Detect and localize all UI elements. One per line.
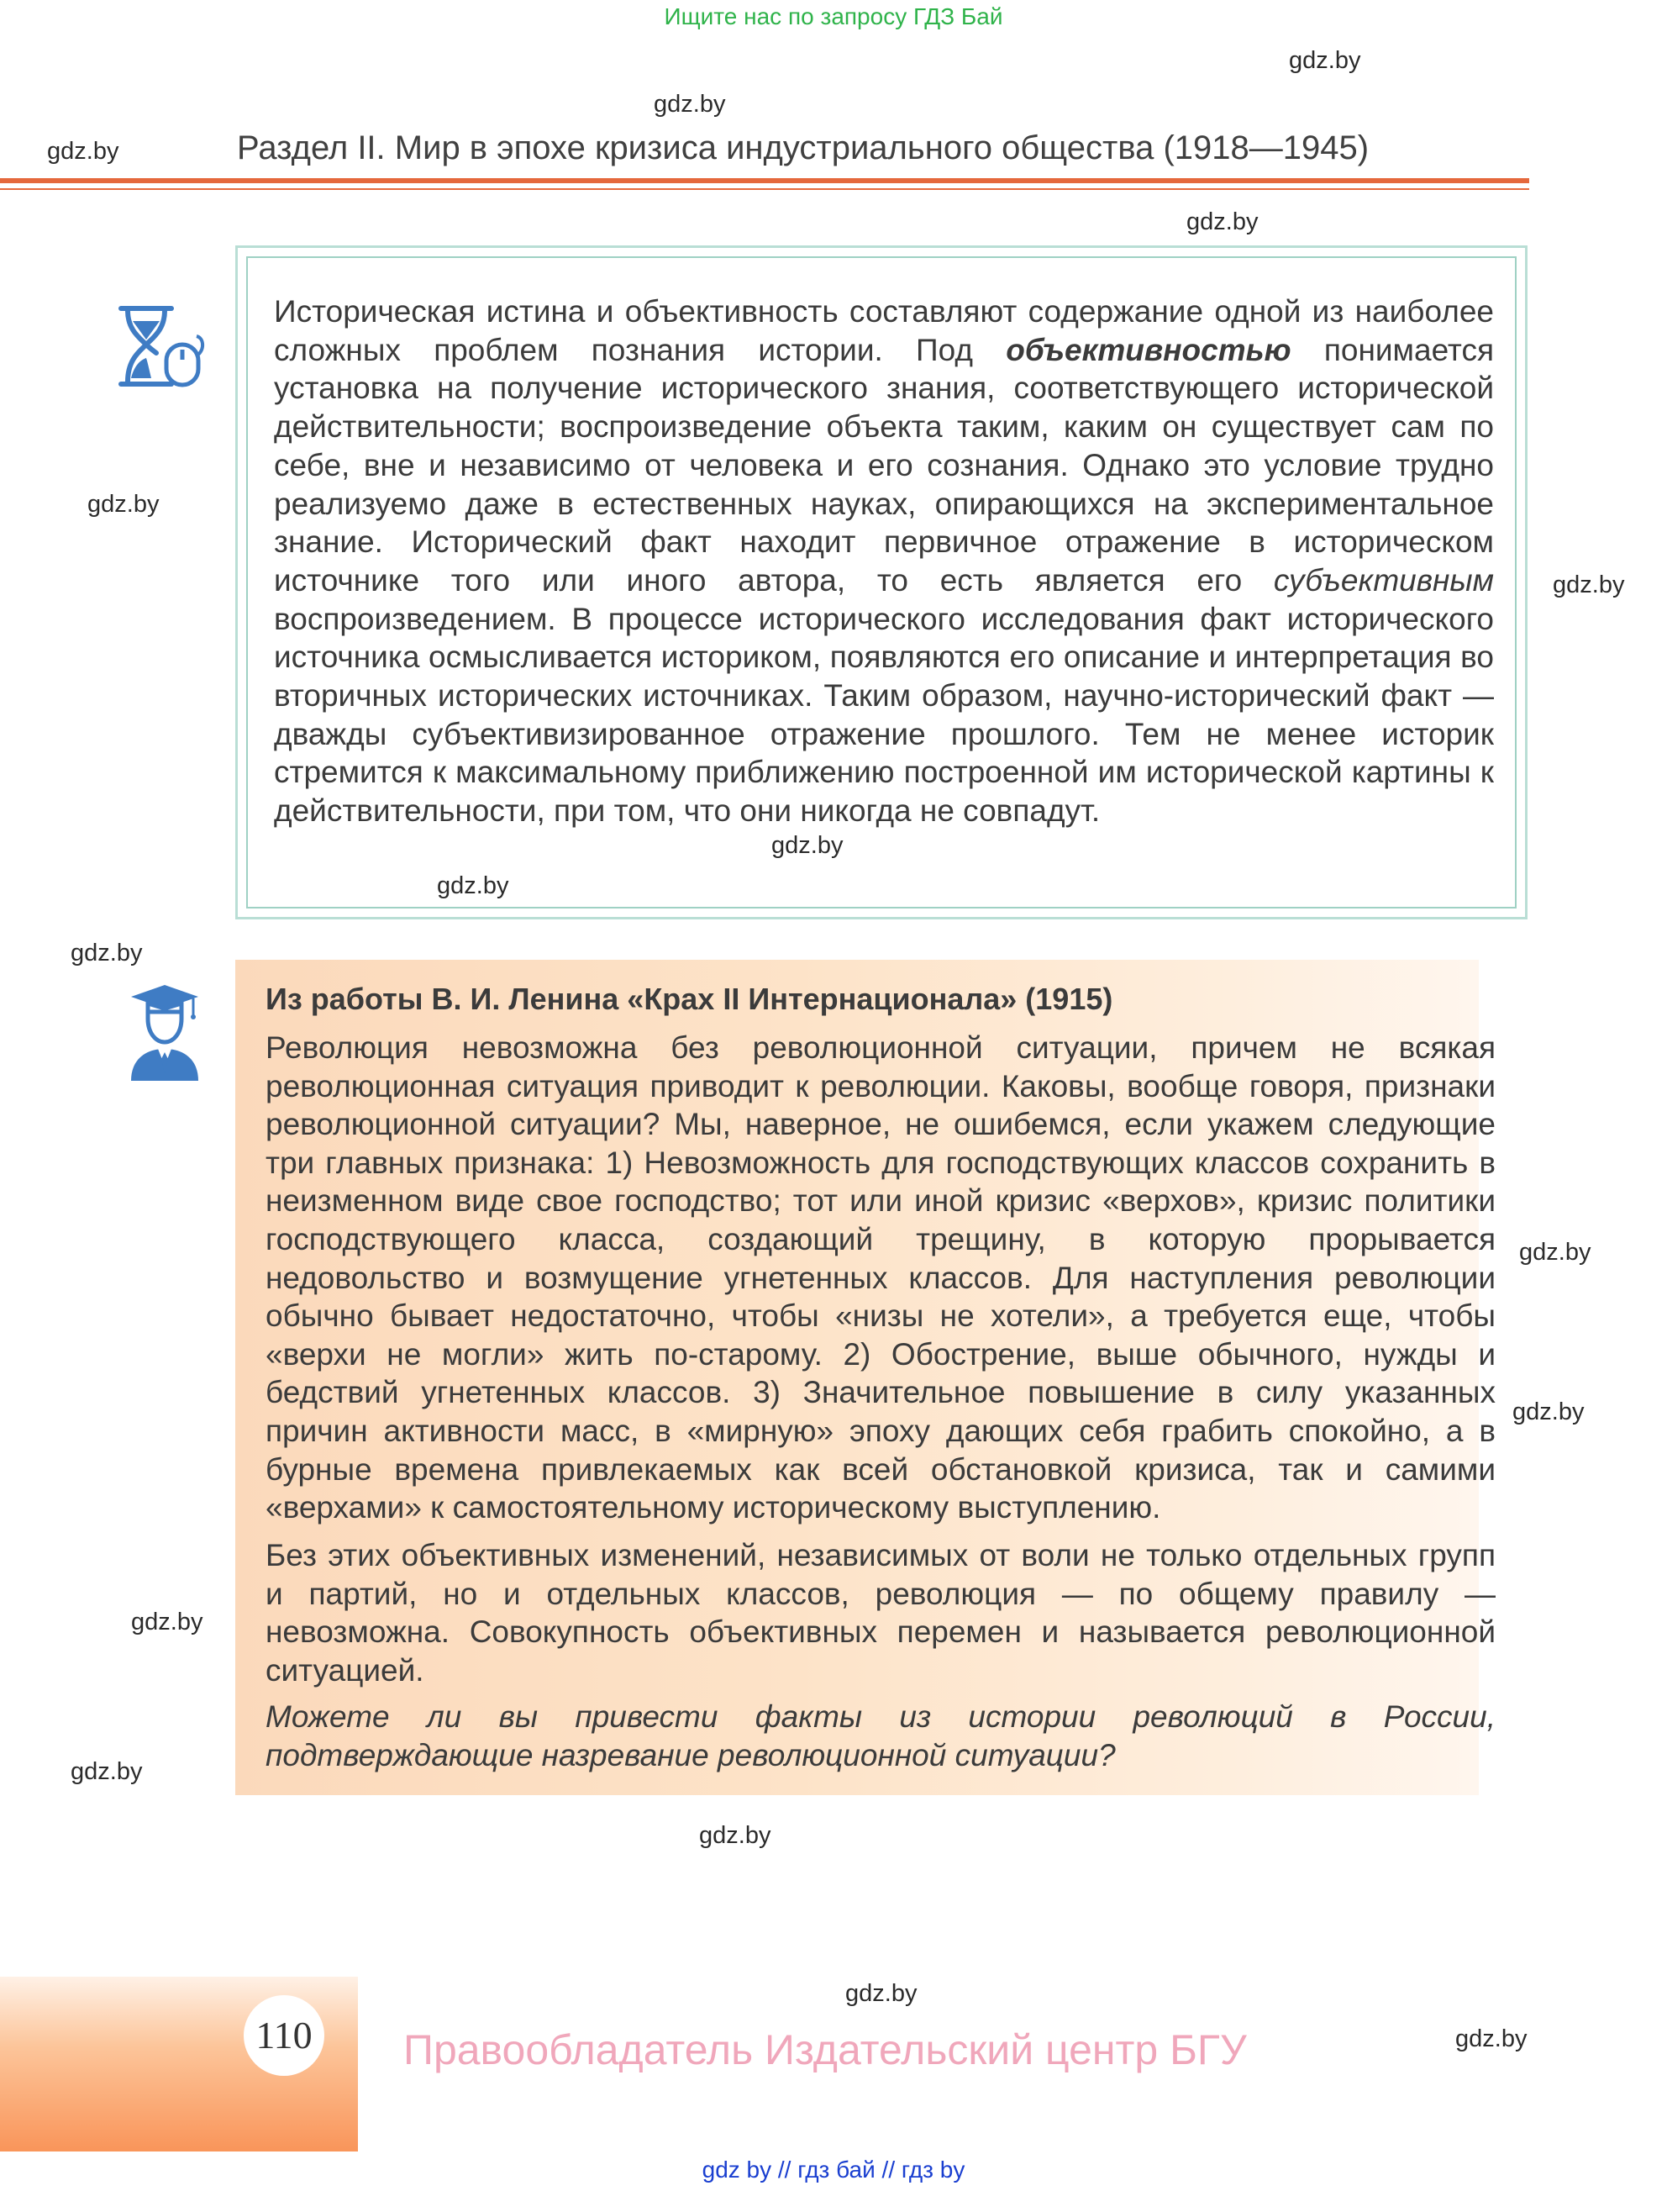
bottom-links[interactable]: gdz by // гдз бай // гдз by (702, 2157, 965, 2183)
watermark: gdz.by (47, 138, 119, 165)
watermark: gdz.by (1455, 2025, 1528, 2052)
watermark: gdz.by (1512, 1398, 1585, 1425)
copyright-text: Правообладатель Издательский центр БГУ (403, 2026, 1247, 2073)
watermark: gdz.by (437, 872, 509, 899)
header-rule-thick (0, 178, 1529, 183)
page-number: 110 (244, 1995, 324, 2076)
source-title: Из работы В. И. Ленина «Крах II Интернационала» (1915) (266, 982, 1113, 1016)
watermark: gdz.by (1519, 1239, 1591, 1266)
watermark: gdz.by (131, 1609, 203, 1635)
source-paragraph-2: Без этих объективных изменений, независимых от воли не только отдельных групп и партий, но и отдельных классов, революция — по общему правилу — невозможна. Совокупность объективных перемен и называется революционной ситуацией. (266, 1538, 1496, 1688)
watermark: gdz.by (654, 91, 726, 118)
graduate-icon (128, 982, 202, 1081)
top-search-banner[interactable]: Ищите нас по запросу ГДЗ Бай (664, 3, 1003, 29)
watermark: gdz.by (71, 940, 143, 966)
section-title: Раздел II. Мир в эпохе кризиса индустриального общества (1918—1945) (237, 129, 1370, 166)
header-rule-thin (0, 188, 1529, 190)
watermark: gdz.by (1289, 47, 1361, 74)
watermark: gdz.by (771, 832, 844, 859)
watermark: gdz.by (71, 1758, 143, 1785)
watermark: gdz.by (1553, 571, 1625, 598)
source-paragraph-1: Революция невозможна без революционной ситуации, причем не всякая революционная ситуация приводит к революции. Каковы, вообще говоря, признаки революционной ситуации? Мы, наверное, не ошибемся, если укажем следующие три главных признака: 1) Невозможность для господствующих классов сохранить в неизменном виде свое господство; тот или иной кризис «верхов», кризис политики господствующего класса, создающий трещину, в которую прорывается недовольство и возмущение угнетенных классов. Для наступления революции обычно бывает недостаточно, чтобы «низы не хотели», а требуется еще, чтобы «верхи не могли» жить по-старому. 2) Обострение, выше обычного, нужды и бедствий угнетенных классов. 3) Значительное повышение в силу указанных причин активности масс, в «мирную» эпоху дающих себя грабить спокойно, а в бурные времена привлекаемых как всей обстановкой кризиса, так и самими «верхами» к самостоятельному историческому выступлению. (266, 1030, 1496, 1525)
watermark: gdz.by (1186, 208, 1259, 235)
watermark: gdz.by (699, 1822, 771, 1849)
term-subjective: субъективным (1273, 562, 1494, 598)
watermark: gdz.by (87, 491, 160, 518)
hourglass-mouse-icon (116, 304, 210, 388)
source-question: Можете ли вы привести факты из истории революций в России, подтверждающие назревание революционной ситуации? (266, 1699, 1496, 1772)
info-box-text: Историческая истина и объективность составляют содержание одной из наиболее сложных проблем познания истории. Под объективностью понимается установка на получение исторического знания, соответствующего исторической действительности; воспроизведение объекта таким, каким он существует сам по себе, вне и независимо от человека и его сознания. Однако это условие трудно реализуемо даже в естественных науках, опирающихся на экспериментальное знание. Исторический факт находит первичное отражение в историческом источнике того или иного автора, то есть является его субъективным воспроизведением. В процессе исторического исследования факт исторического источника осмысливается историком, появляются его описание и интерпретация во вторичных исторических источниках. Таким образом, научно-исторический факт — дважды субъективизированное отражение прошлого. Тем не менее историк стремится к максимальному приближению построенной им исторической картины к действительности, при том, что они никогда не совпадут. (274, 294, 1494, 829)
watermark: gdz.by (845, 1980, 918, 2007)
term-objectivity: объективностью (1006, 332, 1291, 367)
